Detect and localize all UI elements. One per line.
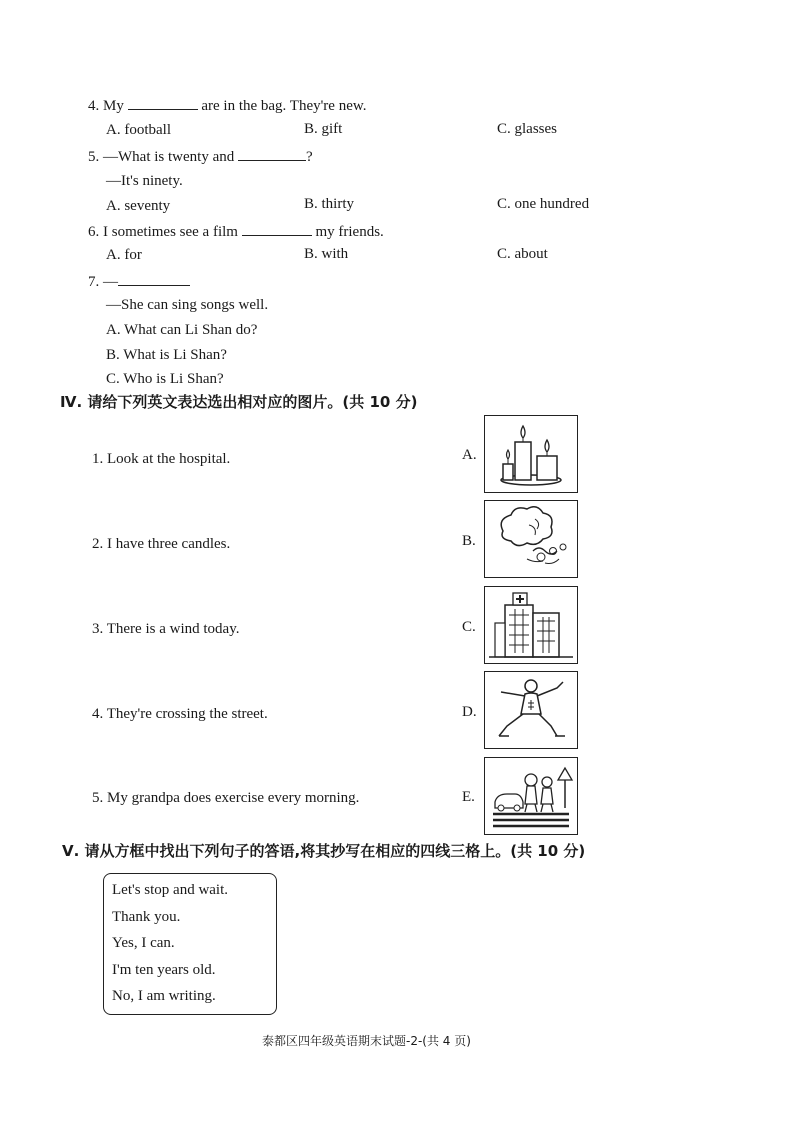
q5-option-b[interactable]: B. thirty [304, 196, 355, 212]
q4-option-c[interactable]: C. glasses [497, 121, 557, 137]
taichi-icon [485, 672, 577, 748]
wind-icon [485, 501, 577, 577]
box-line-3: Yes, I can. [112, 935, 175, 951]
section5-heading: Ⅴ. 请从方框中找出下列句子的答语,将其抄写在相应的四线三格上。(共 10 分) [62, 842, 586, 860]
picture-letter-d: D. [462, 704, 477, 720]
section4-item-1: 1. Look at the hospital. [92, 451, 231, 467]
box-line-2: Thank you. [112, 909, 181, 925]
picture-letter-c: C. [462, 619, 476, 635]
q5-stem [88, 146, 313, 166]
candles-picture[interactable] [484, 415, 578, 493]
q4-number: 4. [88, 98, 100, 114]
candles-icon [485, 416, 577, 492]
q4-option-a[interactable]: A. football [106, 122, 171, 138]
page-footer: 泰都区四年级英语期末试题-2-(共 4 页) [262, 1034, 471, 1048]
box-line-1: Let's stop and wait. [112, 882, 229, 898]
q7-reply: —She can sing songs well. [106, 297, 269, 313]
q4-blank[interactable] [128, 95, 198, 110]
q4-after: are in the bag. They're new. [201, 98, 367, 114]
picture-letter-a: A. [462, 447, 477, 463]
q5-reply: —It's ninety. [106, 173, 183, 189]
q5-option-c[interactable]: C. one hundred [497, 196, 590, 212]
section4-item-2: 2. I have three candles. [92, 536, 231, 552]
picture-letter-e: E. [462, 789, 475, 805]
q7-stem [88, 271, 190, 291]
q5-after: ? [305, 149, 313, 165]
q7-option-c[interactable]: C. Who is Li Shan? [106, 371, 224, 387]
q4-option-b[interactable]: B. gift [304, 121, 343, 137]
picture-letter-b: B. [462, 533, 476, 549]
q6-blank[interactable] [242, 221, 312, 236]
q7-number: 7. [88, 274, 100, 290]
q4-before: My [103, 98, 124, 114]
hospital-picture[interactable] [484, 586, 578, 664]
section4-item-3: 3. There is a wind today. [92, 621, 240, 637]
q5-blank[interactable] [238, 146, 306, 161]
q6-option-c[interactable]: C. about [497, 246, 548, 262]
hospital-icon [485, 587, 577, 663]
taichi-picture[interactable] [484, 671, 578, 749]
q7-blank[interactable] [118, 271, 190, 286]
q7-option-a[interactable]: A. What can Li Shan do? [106, 322, 258, 338]
q6-before: I sometimes see a film [103, 224, 238, 240]
crossing-picture[interactable] [484, 757, 578, 835]
q5-number: 5. [88, 149, 100, 165]
section4-heading: Ⅳ. 请给下列英文表达选出相对应的图片。(共 10 分) [60, 393, 418, 411]
q6-option-b[interactable]: B. with [304, 246, 349, 262]
q7-option-b[interactable]: B. What is Li Shan? [106, 347, 227, 363]
q6-stem [88, 221, 384, 241]
answer-box [103, 873, 277, 1015]
q7-dash: — [103, 274, 118, 290]
wind-picture[interactable] [484, 500, 578, 578]
q5-before: —What is twenty and [103, 149, 235, 165]
q6-option-a[interactable]: A. for [106, 247, 142, 263]
section4-item-4: 4. They're crossing the street. [92, 706, 268, 722]
q6-number: 6. [88, 224, 100, 240]
q5-option-a[interactable]: A. seventy [106, 198, 171, 214]
box-line-4: I'm ten years old. [112, 962, 216, 978]
box-line-5: No, I am writing. [112, 988, 216, 1004]
crossing-icon [485, 758, 577, 834]
q4-stem [88, 95, 366, 115]
q6-after: my friends. [315, 224, 384, 240]
section4-item-5: 5. My grandpa does exercise every morning. [92, 790, 360, 806]
